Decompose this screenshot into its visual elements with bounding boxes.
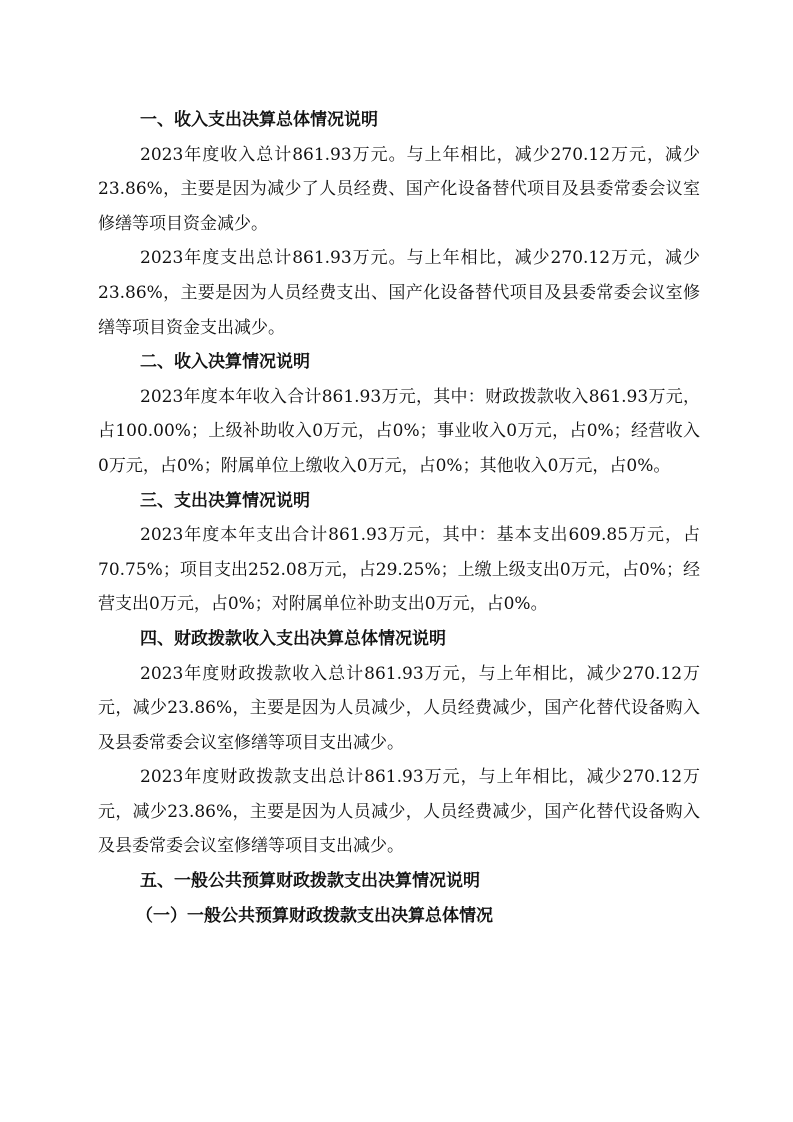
document-body [98,103,700,933]
paragraph-fiscal-appropriation-expenditure: 2023年度财政拨款支出总计861.93万元，与上年相比，减少270.12万元，减少23.86%，主要是因为人员减少，人员经费减少，国产化替代设备购入及县委常委会议室修缮等项目支出减少。 [98,767,700,857]
section-heading-general-public-budget: 五、一般公共预算财政拨款支出决算情况说明 [140,871,480,892]
subsection-heading-general-public-budget-overview: （一）一般公共预算财政拨款支出决算总体情况 [136,905,493,926]
section-heading-fiscal-appropriation-overview: 四、财政拨款收入支出决算总体情况说明 [140,628,446,649]
section-heading-income-expenditure-overview: 一、收入支出决算总体情况说明 [140,110,378,130]
section-heading-expenditure-accounts: 三、支出决算情况说明 [140,490,310,511]
paragraph-expenditure-breakdown: 2023年度本年支出合计861.93万元，其中：基本支出609.85万元，占70.75%；项目支出252.08万元，占29.25%；上缴上级支出0万元，占0%；经营支出0万元，占0%；对附属单位补助支出0万元，占0%。 [98,525,700,615]
paragraph-fiscal-appropriation-income: 2023年度财政拨款收入总计861.93万元，与上年相比，减少270.12万元，减少23.86%，主要是因为人员减少，人员经费减少，国产化替代设备购入及县委常委会议室修缮等项目支出减少。 [98,663,700,753]
paragraph-total-expenditure: 2023年度支出总计861.93万元。与上年相比，减少270.12万元，减少23.86%，主要是因为人员经费支出、国产化设备替代项目及县委常委会议室修缮等项目资金支出减少。 [98,248,700,338]
paragraph-total-income: 2023年度收入总计861.93万元。与上年相比，减少270.12万元，减少23.86%，主要是因为减少了人员经费、国产化设备替代项目及县委常委会议室修缮等项目资金减少。 [98,144,700,234]
paragraph-income-breakdown: 2023年度本年收入合计861.93万元，其中：财政拨款收入861.93万元，占100.00%；上级补助收入0万元，占0%；事业收入0万元，占0%；经营收入0万元，占0%；附属单位上缴收入0万元，占0%；其他收入0万元，占0%。 [98,386,700,476]
section-heading-income-accounts: 二、收入决算情况说明 [140,352,310,373]
